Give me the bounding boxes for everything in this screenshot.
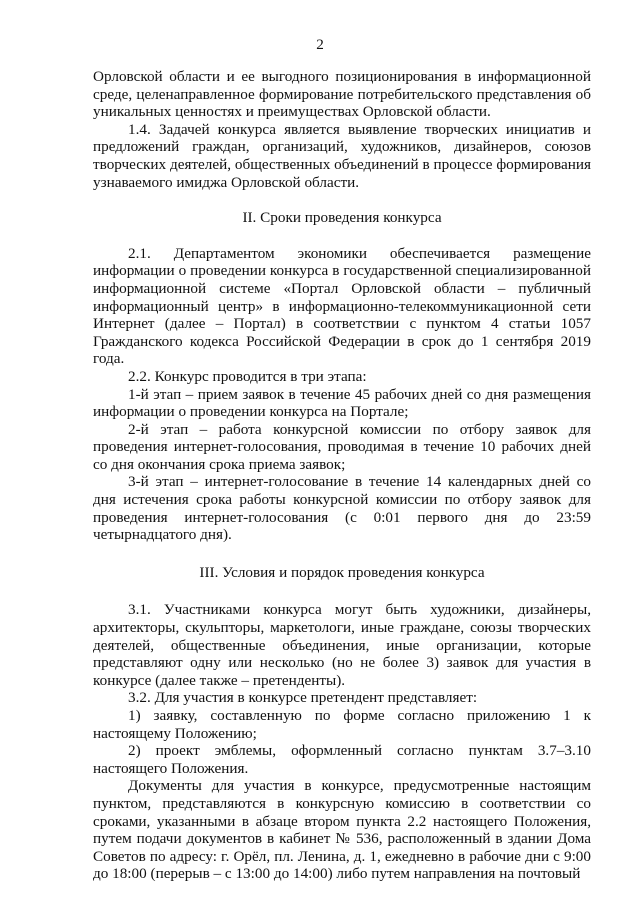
paragraph-3-1: 3.1. Участниками конкурса могут быть художники, дизайнеры, архитекторы, скульпторы, маркетологи, иные граждане, союзы творческих деятелей, общественные объединения, иные организации, которые представляют одну или несколько (но не более 3) заявок для участия в конкурсе (далее также – претенденты).	[93, 601, 591, 689]
page-number: 2	[316, 36, 324, 53]
paragraph-stage-2: 2-й этап – работа конкурсной комиссии по отбору заявок для проведения интернет-голосования, проводимая в течение 10 рабочих дней со дня окончания срока приема заявок;	[93, 420, 591, 473]
paragraph-continuation: Орловской области и ее выгодного позиционирования в информационной среде, целенаправленное формирование потребительского представления об уникальных ценностях и преимуществах Орловской области.	[93, 68, 591, 121]
section-2-heading: II. Сроки проведения конкурса	[242, 209, 442, 227]
paragraph-item-2: 2) проект эмблемы, оформленный согласно пунктам 3.7–3.10 настоящего Положения.	[93, 742, 591, 777]
paragraph-1-4: 1.4. Задачей конкурса является выявление творческих инициатив и предложений граждан, организаций, художников, дизайнеров, союзов творческих деятелей, общественных объединений в процессе формирования узнаваемого имиджа Орловской области.	[93, 120, 591, 191]
document-body	[93, 68, 591, 883]
paragraph-documents: Документы для участия в конкурсе, предусмотренные настоящим пунктом, представляются в конкурсную комиссию в соответствии со сроками, указанными в абзаце втором пункта 2.2 настоящего Положения, путем подачи документов в кабинет № 536, расположенный в здании Дома Советов по адресу: г. Орёл, пл. Ленина, д. 1, ежедневно в рабочие дни с 9:00 до 18:00 (перерыв – с 13:00 до 14:00) либо путем направления на почтовый	[93, 777, 591, 883]
paragraph-2-2: 2.2. Конкурс проводится в три этапа:	[128, 367, 367, 385]
paragraph-stage-1: 1-й этап – прием заявок в течение 45 рабочих дней со дня размещения информации о проведении конкурса на Портале;	[93, 385, 591, 421]
paragraph-2-1: 2.1. Департаментом экономики обеспечивается размещение информации о проведении конкурса в государственной специализированной информационной системе «Портал Орловской области – публичный информационный центр» в информационно-телекоммуникационной сети Интернет (далее – Портал) в соответствии с пунктом 4 статьи 1057 Гражданского кодекса Российской Федерации в срок до 1 сентября 2019 года.	[93, 244, 591, 368]
paragraph-stage-3: 3-й этап – интернет-голосование в течение 14 календарных дней со дня истечения срока работы конкурсной комиссии по отбору заявок для проведения интернет-голосования (с 0:01 первого дня до 23:59 четырнадцатого дня).	[93, 473, 591, 544]
paragraph-3-2: 3.2. Для участия в конкурсе претендент представляет:	[128, 689, 478, 707]
section-3-heading: III. Условия и порядок проведения конкурса	[199, 563, 485, 581]
paragraph-item-1: 1) заявку, составленную по форме согласно приложению 1 к настоящему Положению;	[93, 707, 591, 742]
